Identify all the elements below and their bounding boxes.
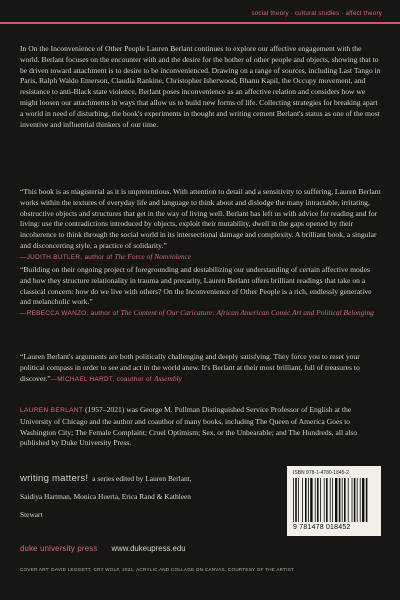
barcode-bar [344, 478, 346, 522]
publisher-url: www.dukeupress.edu [111, 544, 186, 553]
barcode-bar [295, 478, 297, 522]
cover-art-credit: COVER ART: DAVID LEGGETT, CRY WOLF, 2021. ACRYLIC AND COLLAGE ON CANVAS. COURTESY OF THE ARTIST [20, 567, 295, 572]
quote-text: “This book is as magisterial as it is unpretentious. With attention to detail and a sensitivity to suffering, Lauren Berlant works within the textures of everyday life and language to think about and dislodge the many intractable, irritating, obstructive objects and structures that get in the way of living well. Berlant has left us with advice for reading and for living: use the contradictions introduced by objects, exploit their mutability, dwell in the gaps opened by their incoherence to think through the social world in its intersectional damage and complexity. A brilliant book, a singular and disconcerting style, a practice of solidarity.” [20, 187, 381, 250]
quote-attribution: —MICHAEL HARDT, coauthor of Assembly [50, 373, 182, 383]
barcode-bar [348, 478, 349, 522]
barcode-bar [324, 478, 325, 522]
barcode-bar [310, 478, 312, 522]
barcode-bar [342, 478, 343, 522]
barcode-bar [317, 478, 319, 522]
barcode-bar [308, 478, 309, 522]
book-description: In On the Inconvenience of Other People Lauren Berlant continues to explore our affective engagement with the world. Berlant focuses on the encounter with and the desire for the bother of other people and objects, showing that to be driven toward attachment is to desire to be inconvenienced. Drawing on a range of sources, including Last Tango in Paris, Ralph Waldo Emerson, Claudia Rankine, Christopher Isherwood, Bhanu Kapil, the Occupy movement, and resistance to anti-Black state violence, Berlant poses inconvenience as an affective relation and considers how we might loosen our attachments in ways that allow us to build new forms of life. Collecting strategies for breaking apart a world in need of disturbing, the book's experiments in thought and writing cement Berlant's status as one of the most inventive and influential thinkers of our time. [20, 44, 381, 129]
author-bio-text: (1957–2021) was George M. Pullman Distinguished Service Professor of English at the University of Chicago and the author and coauthor of many books, including The Queen of America Goes to Washington City; The Female Complaint; Cruel Optimism; Sex, or the Unbearable; and The Hundreds, all also published by Duke University Press. [20, 405, 358, 448]
barcode-bar [362, 478, 364, 522]
endorsement-quote-3 [20, 352, 382, 385]
author-bio [20, 405, 382, 449]
isbn-barcode [287, 466, 381, 536]
barcode-bar [320, 478, 321, 522]
barcode-bar [352, 478, 353, 522]
endorsement-quote-1 [20, 187, 382, 264]
isbn-label: ISBN 978-1-4780-1845-2 [293, 470, 349, 476]
barcode-bar [302, 478, 303, 522]
barcode-bar [366, 478, 368, 522]
endorsement-quote-2 [20, 265, 382, 320]
isbn-number: 9 781478 018452 [293, 524, 351, 531]
series-editors: a series edited by Lauren Berlant, Saidiya Hartman, Monica Huerta, Erica Rand & Kathleen Stewart [20, 474, 192, 519]
top-rule [0, 22, 400, 24]
barcode-icon [293, 478, 375, 522]
barcode-bar [298, 478, 299, 522]
barcode-bar [293, 478, 294, 522]
barcode-bar [315, 478, 316, 522]
author-name: LAUREN BERLANT [20, 407, 84, 414]
quote-attribution: —JUDITH BUTLER, author of The Force of Nonviolence [20, 251, 192, 261]
barcode-bar [332, 478, 333, 522]
barcode-bar [335, 478, 337, 522]
barcode-bar [360, 478, 361, 522]
barcode-bar [354, 478, 356, 522]
quote-text: “Lauren Berlant's arguments are both politically challenging and deeply satisfying. They force you to reset your political compass in order to see and act in the world anew. It's Berlant at their most brilliant, full of treasures to discover.” [20, 352, 360, 383]
quote-text: “Building on their ongoing project of foregrounding and destabilizing our understanding of certain affective modes and how they structure relationality in trauma and precarity, Lauren Berlant offers brilliant readings that take on a classical concern: how do we live with others? On the Inconvenience of Other People is a rich, endlessly generative and melancholic work.” [20, 265, 372, 307]
barcode-bar [357, 478, 358, 522]
barcode-bar [305, 478, 307, 522]
barcode-bar [339, 478, 341, 522]
series-info [20, 468, 210, 522]
publisher-name: duke university press [20, 544, 98, 553]
subject-categories: social theory · cultural studies · affect theory [251, 10, 382, 17]
barcode-bar [326, 478, 328, 522]
quote-attribution: —REBECCA WANZO, author of The Content of Our Caricature: African American Comic Art and Political Belonging [20, 308, 374, 318]
publisher-line [20, 544, 220, 553]
series-title: writing matters! [20, 473, 89, 484]
barcode-bar [330, 478, 331, 522]
